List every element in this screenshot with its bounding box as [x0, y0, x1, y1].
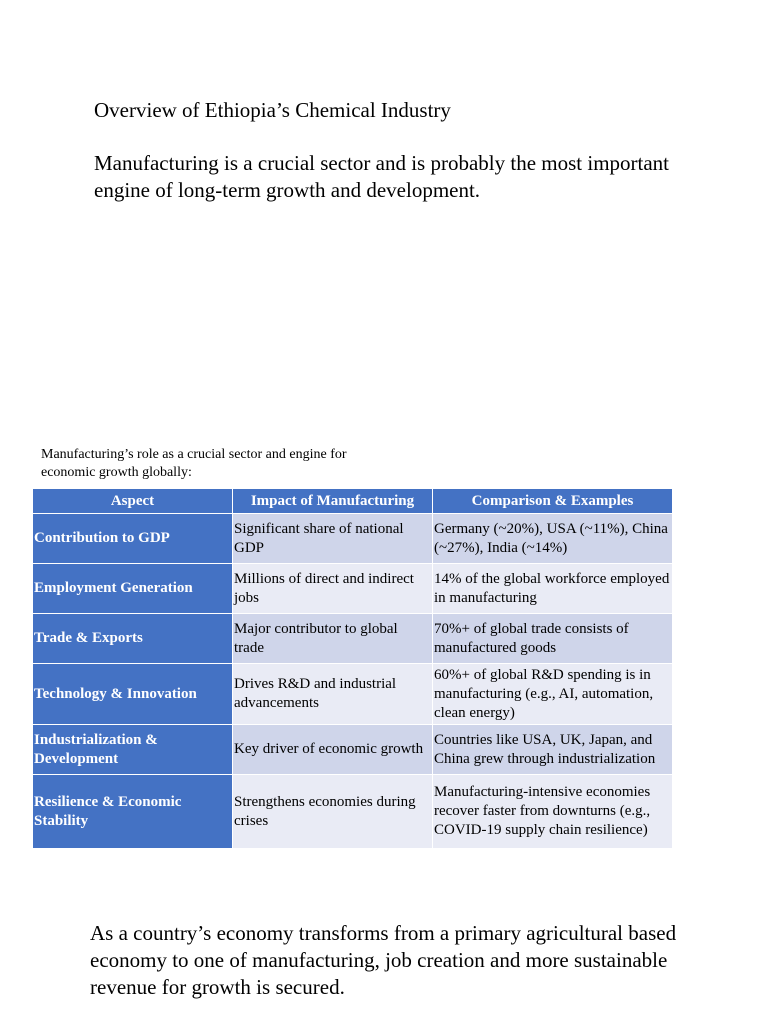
comparison-cell: 60%+ of global R&D spending is in manufacturing (e.g., AI, automation, clean energy)	[433, 664, 673, 725]
comparison-cell: Countries like USA, UK, Japan, and China grew through industrialization	[433, 725, 673, 775]
aspect-cell: Trade & Exports	[33, 614, 233, 664]
table-caption: Manufacturing’s role as a crucial sector and engine for economic growth globally:	[41, 447, 347, 480]
impact-cell: Key driver of economic growth	[233, 725, 433, 775]
table-header-row	[33, 489, 673, 514]
table-row	[33, 664, 673, 725]
impact-cell: Strengthens economies during crises	[233, 775, 433, 849]
comparison-cell: Manufacturing-intensive economies recover faster from downturns (e.g., COVID-19 supply chain resilience)	[433, 775, 673, 849]
closing-paragraph: As a country’s economy transforms from a primary agricultural based economy to one of manufacturing, job creation and more sustainable revenue for growth is secured.	[90, 921, 677, 999]
aspect-cell: Resilience & Economic Stability	[33, 775, 233, 849]
impact-cell: Drives R&D and industrial advancements	[233, 664, 433, 725]
header-comparison: Comparison & Examples	[433, 489, 673, 514]
impact-cell: Millions of direct and indirect jobs	[233, 564, 433, 614]
table-row	[33, 775, 673, 849]
manufacturing-role-table	[32, 488, 673, 849]
table-row	[33, 564, 673, 614]
header-aspect: Aspect	[33, 489, 233, 514]
intro-paragraph: Manufacturing is a crucial sector and is probably the most important engine of long-term growth and development.	[94, 151, 670, 202]
comparison-cell: 14% of the global workforce employed in manufacturing	[433, 564, 673, 614]
impact-cell: Major contributor to global trade	[233, 614, 433, 664]
page-title: Overview of Ethiopia’s Chemical Industry	[94, 98, 451, 122]
aspect-cell: Technology & Innovation	[33, 664, 233, 725]
aspect-cell: Industrialization & Development	[33, 725, 233, 775]
aspect-cell: Contribution to GDP	[33, 514, 233, 564]
comparison-cell: Germany (~20%), USA (~11%), China (~27%), India (~14%)	[433, 514, 673, 564]
impact-cell: Significant share of national GDP	[233, 514, 433, 564]
header-impact: Impact of Manufacturing	[233, 489, 433, 514]
table-row	[33, 725, 673, 775]
table-row	[33, 514, 673, 564]
table-row	[33, 614, 673, 664]
comparison-cell: 70%+ of global trade consists of manufactured goods	[433, 614, 673, 664]
aspect-cell: Employment Generation	[33, 564, 233, 614]
